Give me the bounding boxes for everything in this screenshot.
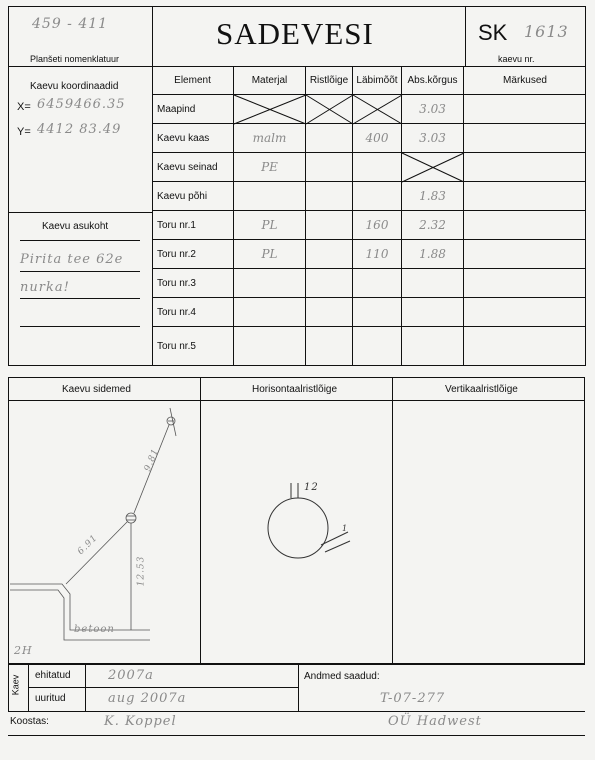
x-label: X=	[17, 101, 31, 113]
section-note: 12	[304, 482, 319, 493]
table-cell-material: PE	[234, 153, 306, 182]
horizontal-section-header: Horisontaalristlõige	[252, 384, 338, 395]
x-value: 6459466.35	[37, 97, 126, 112]
divider	[298, 664, 299, 712]
location-line-2: nurka!	[20, 280, 70, 295]
built-label: ehitatud	[35, 670, 71, 681]
table-cell-abs-height: 1.83	[402, 182, 464, 211]
distance-label-2: 6.91	[75, 532, 101, 558]
table-cell-material: PL	[234, 240, 306, 269]
surveyed-label: uuritud	[35, 693, 66, 704]
divider	[85, 664, 86, 712]
y-value: 4412 83.49	[37, 122, 122, 137]
well-number-label: kaevu nr.	[498, 54, 535, 64]
table-header-diameter: Läbimõõt	[353, 66, 402, 95]
distance-label-1: 9.81	[142, 446, 162, 474]
data-received-label: Andmed saadud:	[304, 671, 380, 682]
form-title: SADEVESI	[216, 16, 374, 51]
table-row-label: Toru nr.5	[152, 327, 234, 366]
divider	[8, 664, 585, 665]
table-header-material: Materjal	[234, 66, 306, 95]
section-mark: 1	[342, 524, 349, 533]
compiled-value: K. Koppel	[104, 714, 177, 729]
company-value: OÜ Hadwest	[388, 714, 482, 729]
divider	[8, 664, 9, 712]
divider	[8, 711, 585, 712]
table-cell-diameter: 400	[353, 124, 402, 153]
compiled-label: Koostas:	[10, 716, 49, 727]
table-cell-abs-height: 2.32	[402, 211, 464, 240]
corner-note: 2H	[14, 644, 33, 657]
table-row-label: Toru nr.4	[152, 298, 234, 327]
paving-label: betoon	[74, 624, 115, 635]
table-cell-material: PL	[234, 211, 306, 240]
surveyed-value: aug 2007a	[108, 691, 187, 706]
table-cell-diameter: 110	[353, 240, 402, 269]
well-circle	[268, 498, 328, 558]
table-header-abs-height: Abs.kõrgus	[402, 66, 464, 95]
table-cell-abs-height: 3.03	[402, 124, 464, 153]
table-row-label: Toru nr.3	[152, 269, 234, 298]
location-label: Kaevu asukoht	[42, 221, 109, 232]
table-row-label: Toru nr.2	[152, 240, 234, 269]
divider	[8, 735, 585, 736]
table-row-label: Kaevu põhi	[152, 182, 234, 211]
well-number: 1613	[524, 22, 569, 41]
table-row-label: Toru nr.1	[152, 211, 234, 240]
table-row-label: Kaevu kaas	[152, 124, 234, 153]
table-cell-diameter: 160	[353, 211, 402, 240]
table-cell-material: malm	[234, 124, 306, 153]
built-value: 2007a	[108, 668, 154, 683]
sk-prefix: SK	[478, 20, 508, 45]
kaev-label: Kaev	[10, 674, 21, 696]
table-cell-abs-height: 3.03	[402, 95, 464, 124]
y-label: Y=	[17, 126, 31, 138]
table-cell-abs-height: 1.88	[402, 240, 464, 269]
nomenclature-label: Planšeti nomenklatuur	[30, 54, 120, 64]
location-line-1: Pirita tee 62e	[20, 252, 124, 267]
connections-header: Kaevu sidemed	[62, 384, 131, 395]
table-header-element: Element	[152, 66, 234, 95]
table-row-label: Maapind	[152, 95, 234, 124]
table-header-cross-section: Ristlõige	[306, 66, 353, 95]
divider	[28, 687, 298, 688]
nomenclature-value: 459 - 411	[32, 16, 109, 32]
coordinates-label: Kaevu koordinaadid	[30, 81, 119, 92]
vertical-section-header: Vertikaalristlõige	[445, 384, 518, 395]
table-row-label: Kaevu seinad	[152, 153, 234, 182]
table-header-remarks: Märkused	[464, 66, 586, 95]
distance-label-3: 12.53	[136, 555, 147, 587]
data-received-value: T-07-277	[380, 691, 446, 706]
divider	[28, 664, 29, 712]
